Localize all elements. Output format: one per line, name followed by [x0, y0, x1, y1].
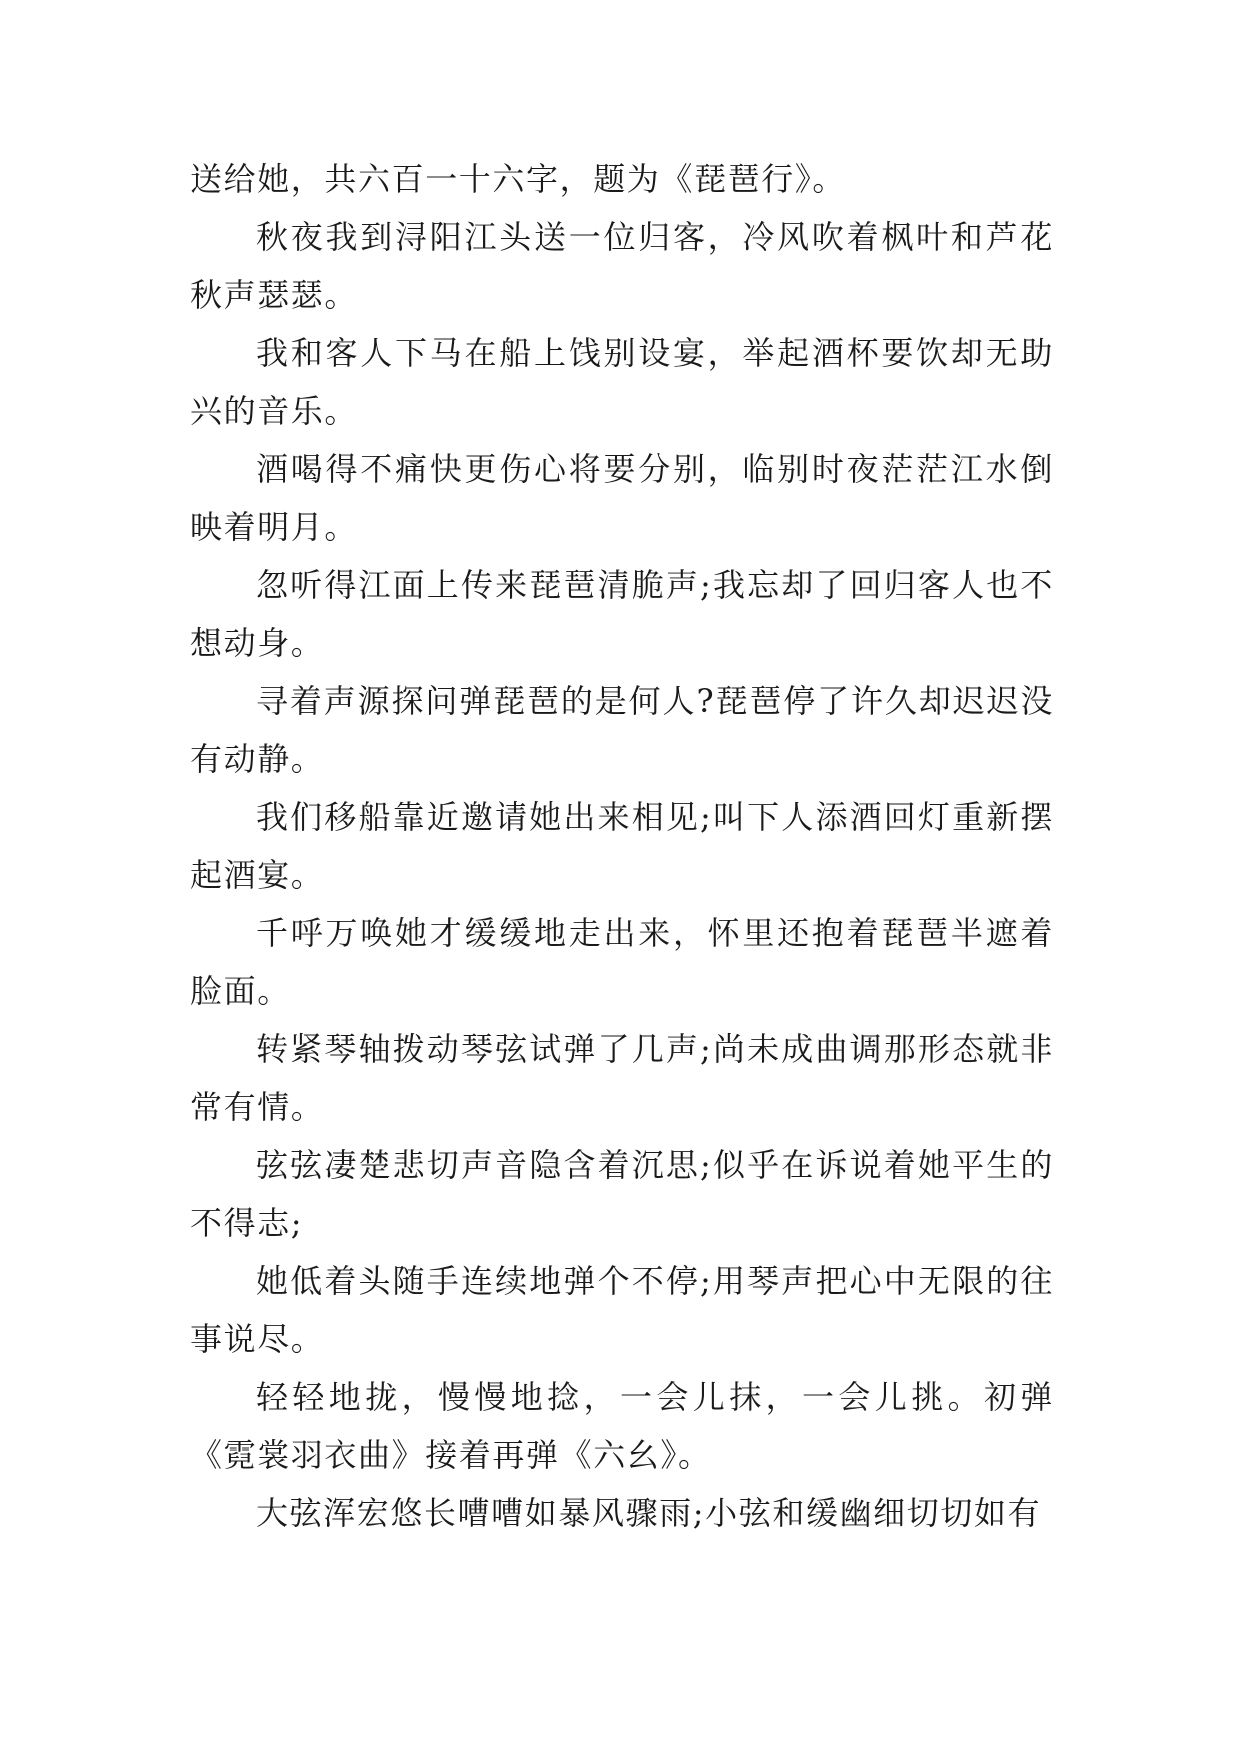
- paragraph: 我们移船靠近邀请她出来相见;叫下人添酒回灯重新摆起酒宴。: [190, 798, 1054, 894]
- document-page: [190, 150, 1054, 1542]
- paragraph-continuation: 送给她，共六百一十六字，题为《琵琶行》。: [190, 160, 847, 198]
- paragraph: 她低着头随手连续地弹个不停;用琴声把心中无限的往事说尽。: [190, 1262, 1054, 1358]
- paragraph: 忽听得江面上传来琵琶清脆声;我忘却了回归客人也不想动身。: [190, 566, 1054, 662]
- paragraph: 轻轻地拢，慢慢地捻，一会儿抹，一会儿挑。初弹《霓裳羽衣曲》接着再弹《六幺》。: [190, 1378, 1054, 1474]
- paragraph: 千呼万唤她才缓缓地走出来，怀里还抱着琵琶半遮着脸面。: [190, 914, 1054, 1010]
- paragraph: 我和客人下马在船上饯别设宴，举起酒杯要饮却无助兴的音乐。: [190, 334, 1054, 430]
- paragraph: 转紧琴轴拨动琴弦试弹了几声;尚未成曲调那形态就非常有情。: [190, 1030, 1054, 1126]
- paragraph: 寻着声源探问弹琵琶的是何人?琵琶停了许久却迟迟没有动静。: [190, 682, 1054, 778]
- paragraph: 大弦浑宏悠长嘈嘈如暴风骤雨;小弦和缓幽细切切如有: [256, 1494, 1042, 1532]
- paragraph: 酒喝得不痛快更伤心将要分别，临别时夜茫茫江水倒映着明月。: [190, 450, 1054, 546]
- paragraph: 弦弦凄楚悲切声音隐含着沉思;似乎在诉说着她平生的不得志;: [190, 1146, 1054, 1242]
- paragraph: 秋夜我到浔阳江头送一位归客，冷风吹着枫叶和芦花秋声瑟瑟。: [190, 218, 1054, 314]
